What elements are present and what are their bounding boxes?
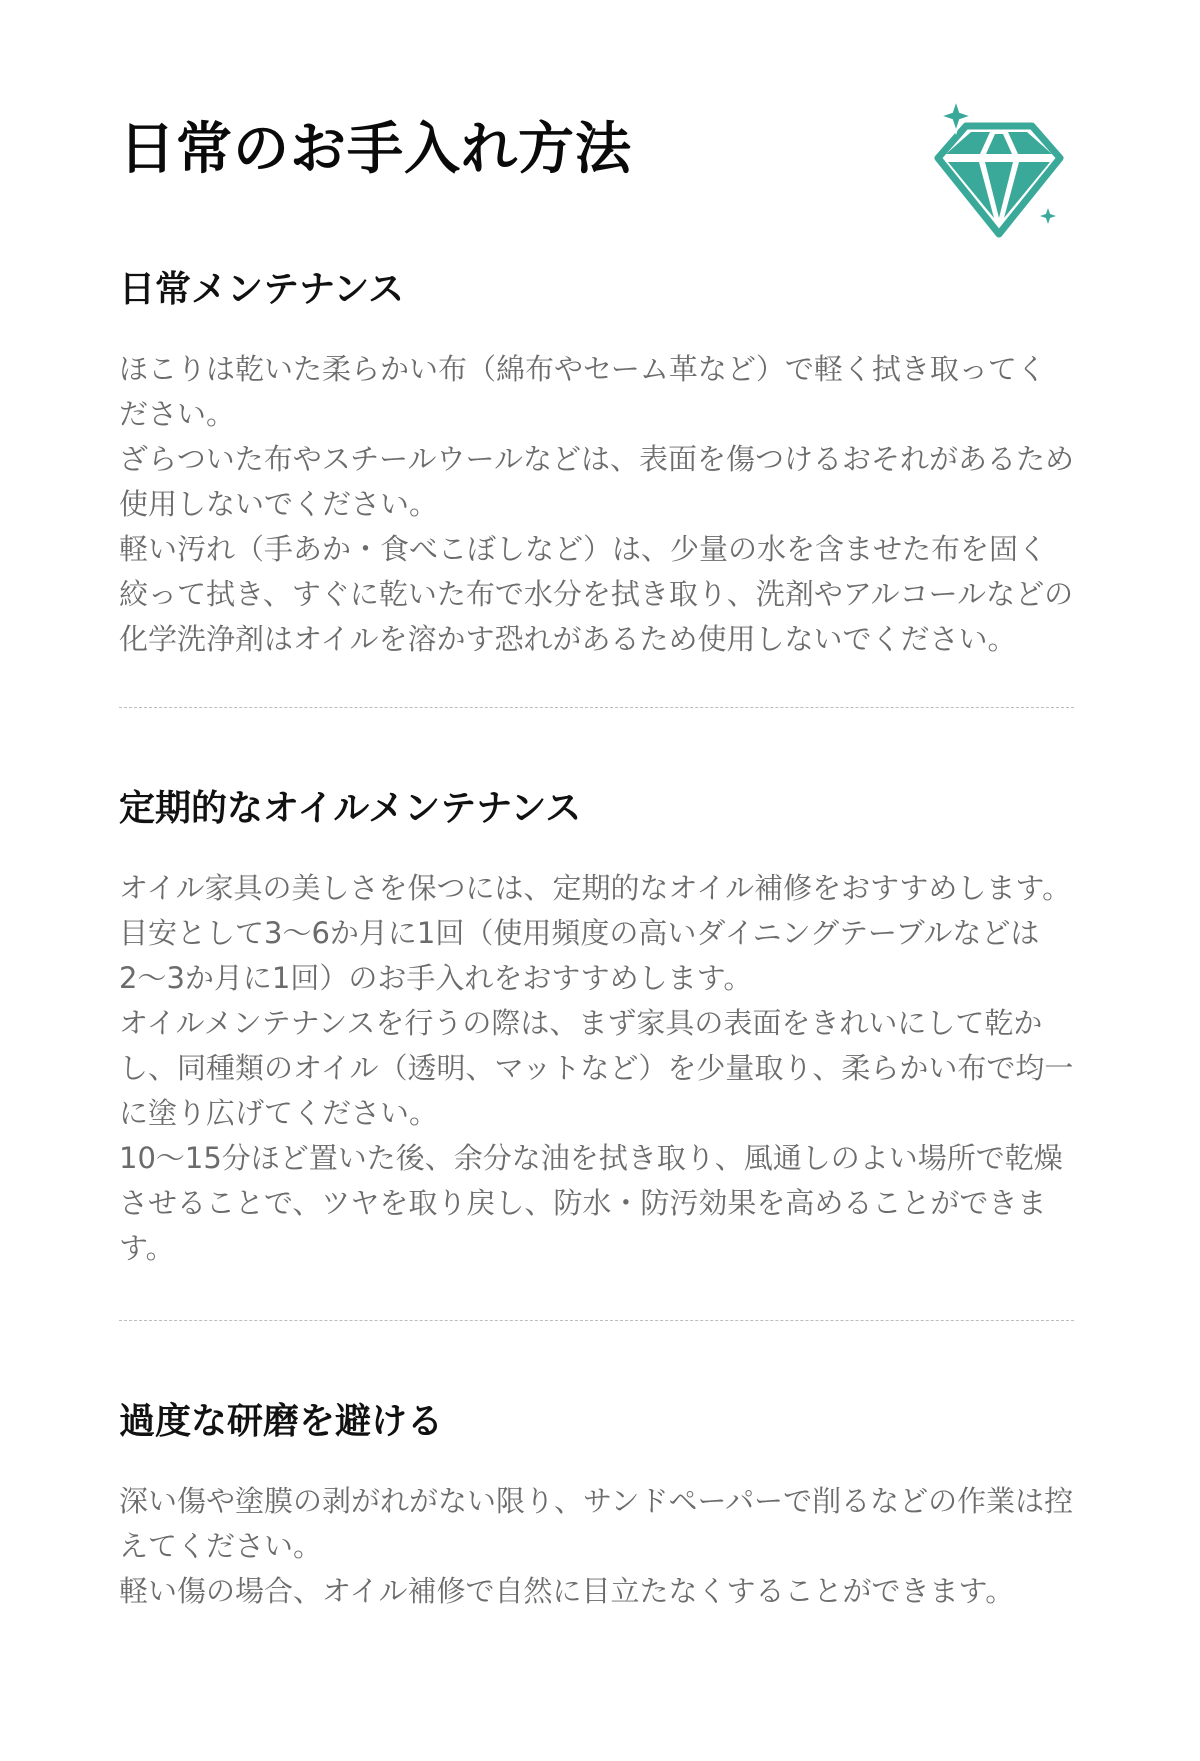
paragraph: 目安として3〜6か月に1回（使用頻度の高いダイニングテーブルなどは2〜3か月に1回）のお手入れをおすすめします。	[119, 916, 1040, 995]
paragraph: 軽い汚れ（手あか・食べこぼしなど）は、少量の水を含ませた布を固く絞って拭き、すぐに乾いた布で水分を拭き取り、洗剤やアルコールなどの化学洗浄剤はオイルを溶かす恐れがあるため使用しないでください。	[119, 532, 1074, 656]
paragraph: 深い傷や塗膜の剥がれがない限り、サンドペーパーで削るなどの作業は控えてください。	[119, 1484, 1074, 1563]
paragraph: ざらついた布やスチールウールなどは、表面を傷つけるおそれがあるため使用しないでください。	[119, 442, 1074, 521]
paragraph: ほこりは乾いた柔らかい布（綿布やセーム革など）で軽く拭き取ってください。	[119, 352, 1046, 431]
section-avoid-sanding	[119, 1398, 1074, 1614]
section-divider	[119, 1320, 1074, 1321]
paragraph: オイル家具の美しさを保つには、定期的なオイル補修をおすすめします。	[119, 871, 1072, 905]
section-heading: 過度な研磨を避ける	[119, 1401, 444, 1442]
section-oil-maintenance	[119, 785, 1074, 1271]
section-divider	[119, 707, 1074, 708]
diamond-icon	[924, 96, 1074, 246]
section-heading: 日常メンテナンス	[119, 269, 405, 310]
paragraph: 10〜15分ほど置いた後、余分な油を拭き取り、風通しのよい場所で乾燥させることで、ツヤを取り戻し、防水・防汚効果を高めることができます。	[119, 1141, 1063, 1265]
paragraph: オイルメンテナンスを行うの際は、まず家具の表面をきれいにして乾かし、同種類のオイル（透明、マットなど）を少量取り、柔らかい布で均一に塗り広げてください。	[119, 1006, 1074, 1130]
page-title: 日常のお手入れ方法	[119, 117, 632, 182]
section-body	[119, 866, 1074, 1271]
section-body	[119, 347, 1074, 662]
section-heading: 定期的なオイルメンテナンス	[119, 788, 582, 829]
section-daily-maintenance	[119, 266, 1074, 662]
paragraph: 軽い傷の場合、オイル補修で自然に目立たなくすることができます。	[119, 1574, 1015, 1608]
section-body	[119, 1479, 1074, 1614]
